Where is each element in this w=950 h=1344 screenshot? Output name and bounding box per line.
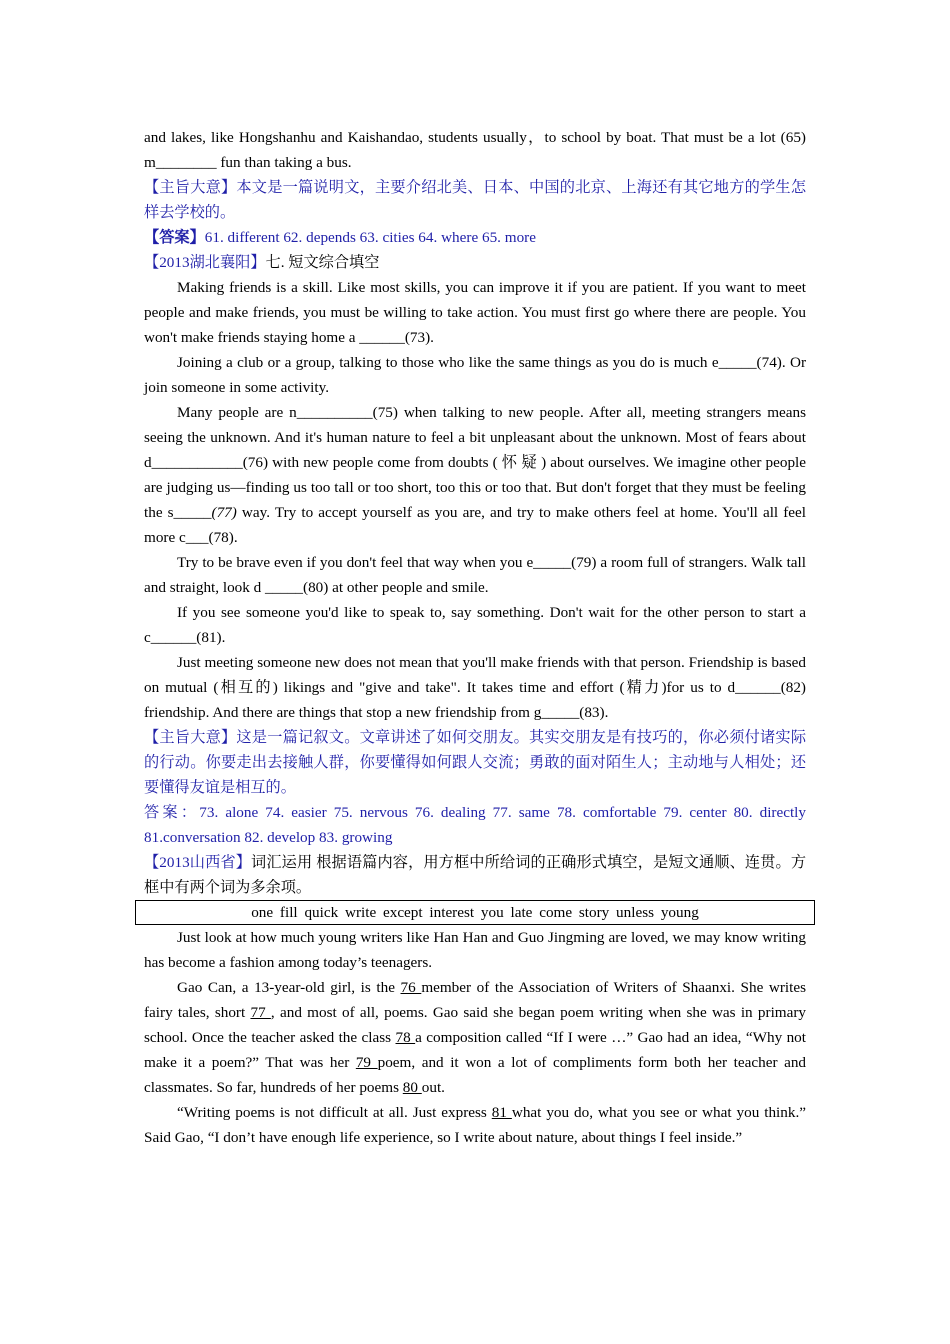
document-page bbox=[144, 125, 806, 1150]
paragraph bbox=[144, 400, 806, 550]
text-run: member of the Association of Writers of Shaanxi. She writes fairy tales, short bbox=[144, 979, 807, 1021]
blank-78: 78 bbox=[395, 1029, 416, 1046]
text-run: poem, and it won a lot of compliments form both her teacher and classmates. So far, hundreds of her poems bbox=[144, 1054, 807, 1096]
blank-80: 80 bbox=[402, 1079, 422, 1096]
section-2-tag: 【2013湖北襄阳】 bbox=[144, 254, 266, 271]
text-run: a composition called “If I were …” Gao had an idea, “Why not make it a poem?” That was her bbox=[144, 1029, 806, 1071]
paragraph: Try to be brave even if you don't feel that way when you e_____(79) a room full of strangers. Walk tall and straight, look d _____(80) at other people and smile. bbox=[144, 554, 806, 596]
blank-77: 77 bbox=[250, 1004, 271, 1021]
text-run: way. Try to accept yourself as you are, and try to make others feel at home. You'll all feel more c___(78). bbox=[144, 504, 806, 546]
paragraph: Just meeting someone new does not mean that you'll make friends with that person. Friendship is based on mutual (相互的) likings and "give and take". It takes time and effort (精力)for us to d______(82) friendship. And there are things that stop a new friendship from g_____(83). bbox=[144, 654, 806, 721]
section-3-tag: 【2013山西省】 bbox=[144, 854, 252, 871]
text-run: Gao Can, a 13-year-old girl, is the bbox=[177, 979, 401, 996]
word-box: one fill quick write except interest you late come story unless young bbox=[135, 900, 815, 925]
italic-blank: (77) bbox=[211, 504, 237, 521]
text-run: “Writing poems is not difficult at all. Just express bbox=[177, 1104, 492, 1121]
section-3-heading bbox=[144, 850, 806, 900]
blank-81: 81 bbox=[491, 1104, 512, 1121]
paragraph bbox=[144, 975, 806, 1100]
answer-text: 61. different 62. depends 63. cities 64. where 65. more bbox=[204, 229, 536, 246]
main-idea-2: 【主旨大意】这是一篇记叙文。文章讲述了如何交朋友。其实交朋友是有技巧的，你必须付诸实际的行动。你要走出去接触人群，你要懂得如何跟人交流；勇敢的面对陌生人；主动地与人相处；还要懂得友谊是相互的。 bbox=[144, 729, 806, 796]
answer-1 bbox=[144, 225, 806, 250]
text-run: , and most of all, poems. Gao said she began poem writing when she was in primary school. Once the teacher asked the class bbox=[144, 1004, 806, 1046]
paragraph: Joining a club or a group, talking to those who like the same things as you do is much e_____(74). Or join someone in some activity. bbox=[144, 354, 806, 396]
section-2-title: 七. 短文综合填空 bbox=[265, 254, 380, 271]
paragraph: and lakes, like Hongshanhu and Kaishandao, students usually，to school by boat. That must be a lot (65) m________ fun than taking a bus. bbox=[144, 129, 806, 171]
paragraph bbox=[144, 1100, 806, 1150]
section-3-title: 词汇运用 根据语篇内容，用方框中所给词的正确形式填空，是短文通顺、连贯。方框中有两个词为多余项。 bbox=[144, 854, 806, 896]
text-run: out. bbox=[421, 1079, 445, 1096]
text-run: what you do, what you see or what you think.” Said Gao, “I don’t have enough life experience, so I write about nature, about things I feel inside.” bbox=[144, 1104, 806, 1146]
answer-label: 【答案】 bbox=[144, 229, 205, 246]
paragraph: If you see someone you'd like to speak to, say something. Don't wait for the other person to start a c______(81). bbox=[144, 604, 806, 646]
paragraph: Just look at how much young writers like Han Han and Guo Jingming are loved, we may know writing has become a fashion among today’s teenagers. bbox=[144, 929, 806, 971]
section-2-heading bbox=[144, 250, 806, 275]
text-run: Many people are n__________(75) when talking to new people. After all, meeting strangers means seeing the unknown. And it's human nature to feel a bit unpleasant about the unknown. Most of fears about d____________(76) with new people come from doubts ( 怀 疑 ) about ourselves. We imagine other people are judging us—finding us too tall or too short, too this or too that. But don't forget that they must be feeling the s_____ bbox=[144, 404, 806, 521]
blank-79: 79 bbox=[355, 1054, 378, 1071]
paragraph: Making friends is a skill. Like most skills, you can improve it if you are patient. If you want to meet people and make friends, you must be willing to take action. You must first go where there are people. You won't make friends staying home a ______(73). bbox=[144, 279, 806, 346]
blank-76: 76 bbox=[400, 979, 422, 996]
answer-2: 答案：73. alone 74. easier 75. nervous 76. dealing 77. same 78. comfortable 79. center 80. directly 81.conversation 82. develop 83. growing bbox=[144, 804, 806, 846]
main-idea-1: 【主旨大意】本文是一篇说明文，主要介绍北美、日本、中国的北京、上海还有其它地方的学生怎样去学校的。 bbox=[144, 179, 806, 221]
